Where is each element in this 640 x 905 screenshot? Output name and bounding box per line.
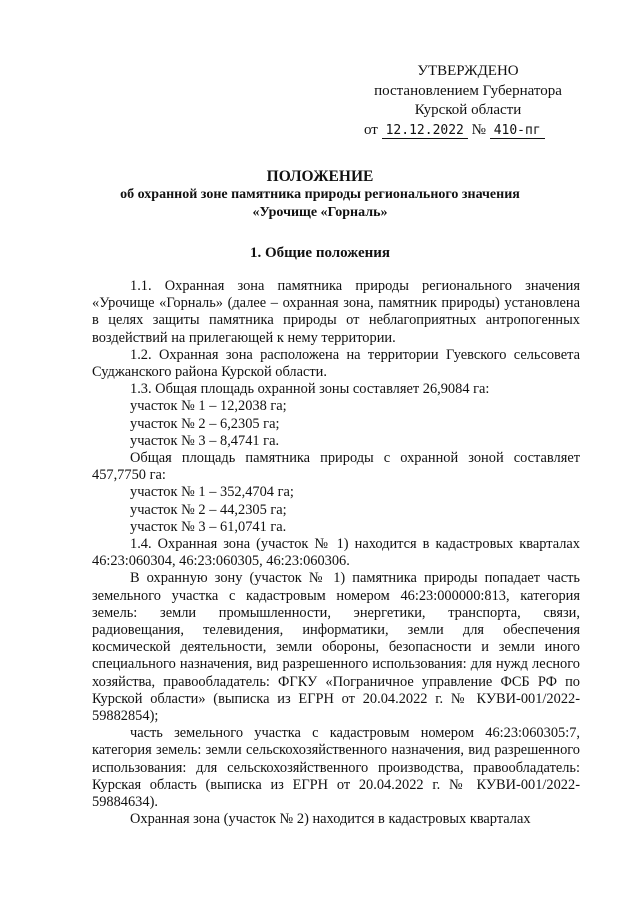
list-item: участок № 2 – 44,2305 га;: [130, 501, 287, 518]
approval-line-region: Курской области: [414, 102, 522, 118]
paragraph-1-1: 1.1. Охранная зона памятника природы регионального значения «Урочище «Горналь» (далее – охранная зона, памятник природы) установлена в целях защиты памятника природы от неблагоприятных антропогенных воздействий на прилегающей к нему территории.: [92, 278, 580, 346]
section-heading: 1. Общие положения: [249, 245, 391, 261]
document-body: [92, 278, 580, 829]
list-item: участок № 3 – 8,4741 га.: [130, 432, 280, 449]
title-subtitle-name: «Урочище «Горналь»: [252, 205, 388, 220]
paragraph-1-2: 1.2. Охранная зона расположена на территории Гуевского сельсовета Суджанского района Курской области.: [92, 346, 580, 381]
title-main: ПОЛОЖЕНИЕ: [266, 168, 374, 185]
list-item: участок № 2 – 6,2305 га;: [130, 415, 280, 432]
number-prefix: №: [471, 121, 486, 138]
decree-number: 410-пг: [490, 123, 545, 139]
paragraph-plot-1-land: В охранную зону (участок № 1) памятника природы попадает часть земельного участка с кадастровым номером 46:23:000000:813, категория земель: земли промышленности, энергетики, транспорта, связи, радиовещания, телевидения, информатики, земли для обеспечения космической деятельности, земли обороны, безопасности и земли иного специального назначения, вид разрешенного использования: для нужд лесного хозяйства, правообладатель: ФГКУ «Пограничное управление ФСБ РФ по Курской области» (выписка из ЕГРН от 20.04.2022 г. № КУВИ-001/2022-59882854);: [92, 570, 580, 725]
decree-date: 12.12.2022: [382, 123, 468, 139]
approval-stamp: [352, 62, 584, 140]
approval-line-decree: постановлением Губернатора: [374, 82, 562, 99]
list-item: участок № 1 – 12,2038 га;: [130, 398, 287, 415]
paragraph-1-4: 1.4. Охранная зона (участок № 1) находится в кадастровых кварталах 46:23:060304, 46:23:060305, 46:23:060306.: [92, 536, 580, 570]
paragraph-total-area: Общая площадь памятника природы с охранной зоной составляет 457,7750 га:: [92, 450, 580, 484]
paragraph-plot-1-land-part2: часть земельного участка с кадастровым номером 46:23:060305:7, категория земель: земли сельскохозяйственного назначения, вид разрешенного использования: для сельскохозяйственного производства, правообладатель: Курская область (выписка из ЕГРН от 20.04.2022 г. № КУВИ-001/2022-59884634).: [92, 725, 580, 811]
approval-heading: УТВЕРЖДЕНО: [417, 63, 519, 79]
date-prefix: от: [364, 121, 378, 138]
list-item: участок № 3 – 61,0741 га.: [130, 518, 287, 535]
list-item: участок № 1 – 352,4704 га;: [130, 484, 294, 501]
paragraph-plot-2: Охранная зона (участок № 2) находится в кадастровых кварталах: [130, 811, 531, 828]
title-subtitle: об охранной зоне памятника природы регионального значения: [120, 187, 520, 202]
approval-date-line: [352, 121, 584, 141]
document-title: [0, 168, 640, 222]
paragraph-1-3: 1.3. Общая площадь охранной зоны составляет 26,9084 га:: [130, 381, 490, 398]
